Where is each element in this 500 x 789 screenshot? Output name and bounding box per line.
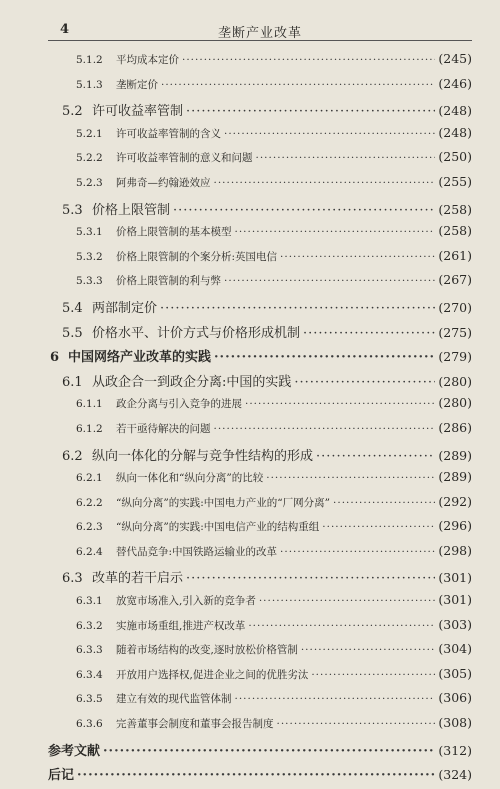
dot-leader [259,595,436,607]
toc-entry [48,715,472,740]
toc-page-number: (258) [438,201,472,217]
toc-entry [48,346,472,371]
toc-entry [48,149,472,174]
running-title: 垄断产业改革 [217,26,302,41]
toc-section-title: 价格上限管制的基本模型 [116,226,232,239]
dot-leader [235,693,436,705]
toc-entry [48,420,472,445]
toc-entry [48,764,472,789]
toc-section-title: 价格上限管制的个案分析:英国电信 [116,250,278,263]
toc-entry [48,690,472,715]
toc-section-number: 6.2.1 [76,472,103,485]
toc-section-title: 纵向一体化的分解与竞争性结构的形成 [92,448,314,464]
toc-page-number: (303) [438,616,472,632]
toc-section-number: 6.3 [62,571,83,587]
toc-section-number: 5.3.3 [76,275,103,288]
toc-entry [48,76,472,101]
toc-entry [48,51,472,76]
toc-page-number: (250) [438,149,472,165]
toc-section-number: 5.5 [62,325,83,341]
dot-leader [77,768,435,783]
toc-entry [48,469,472,494]
page-number: 4 [60,22,70,37]
toc-section-title: 价格水平、计价方式与价格形成机制 [92,325,301,341]
toc-section-title: 开放用户选择权,促进企业之间的优胜劣汰 [116,668,309,681]
toc-section-title: 中国网络产业改革的实践 [68,350,212,366]
dot-leader [311,669,435,681]
toc-entry [48,395,472,420]
toc-page-number: (258) [438,223,472,239]
dot-leader [316,449,435,464]
toc-section-number: 6.2.4 [76,545,103,558]
toc-section-number: 6.3.3 [76,644,103,657]
toc-section-number: 5.2 [62,104,83,120]
toc-page-number: (248) [438,103,472,119]
toc-entry [48,592,472,617]
toc-entry [48,125,472,150]
toc-section-title: “纵向分离”的实践:中国电信产业的结构重组 [116,521,320,534]
dot-leader [182,54,435,66]
toc-section-title: 随着市场结构的改变,逐时放松价格管制 [116,644,298,657]
toc-section-number: 6.2.2 [76,496,103,509]
toc-page-number: (280) [438,373,472,389]
toc-section-number: 5.1.3 [76,78,103,91]
dot-leader [173,203,435,218]
toc-section-title: 垄断定价 [116,78,158,91]
toc-page-number: (301) [438,570,472,586]
toc-page-number: (286) [438,419,472,435]
toc-section-number: 5.2.1 [76,127,103,140]
dot-leader [186,571,435,586]
toc-section-title: 后记 [48,768,75,784]
toc-page-number: (306) [438,690,472,706]
toc-page-number: (248) [438,124,472,140]
toc-page-number: (308) [438,715,472,731]
dot-leader [160,301,435,316]
toc-section-title: 从政企合一到政企分离:中国的实践 [92,374,292,390]
toc-page-number: (261) [438,247,472,263]
toc-section-title: 纵向一体化和“纵向分离”的比较 [116,472,264,485]
toc-entry [48,223,472,248]
toc-section-number: 5.4 [62,300,83,316]
toc-section-title: 价格上限管制 [92,202,171,218]
dot-leader [256,152,436,164]
toc-entry [48,445,472,470]
dot-leader [214,350,435,365]
toc-page-number: (304) [438,641,472,657]
toc-entry [48,322,472,347]
toc-section-number: 6.1.2 [76,422,103,435]
dot-leader [214,423,436,435]
toc-section-title: 替代品竞争:中国铁路运输业的改革 [116,545,278,558]
dot-leader [301,644,436,656]
dot-leader [280,546,435,558]
toc-entry [48,494,472,519]
dot-leader [224,275,435,287]
dot-leader [280,251,435,263]
toc-page-number: (280) [438,395,472,411]
toc-section-number: 5.3.2 [76,250,103,263]
dot-leader [245,398,435,410]
toc-page-number: (312) [438,742,472,758]
toc-section-title: 平均成本定价 [116,54,179,66]
toc-section-title: 完善董事会制度和董事会报告制度 [116,718,274,731]
dot-leader [266,472,435,484]
toc-section-number: 5.3.1 [76,226,103,239]
toc-section-title: 放宽市场准入,引入新的竞争者 [116,595,256,608]
toc-entry [48,248,472,273]
dot-leader [214,177,436,189]
toc-page-number: (289) [438,447,472,463]
dot-leader [103,744,435,759]
toc-page-number: (289) [438,469,472,485]
toc-page-number: (324) [438,767,472,783]
toc-section-title: 价格上限管制的利与弊 [116,275,221,288]
toc-section-title: 若干亟待解决的问题 [116,422,211,435]
dot-leader [248,620,435,632]
toc-section-number: 6.3.6 [76,718,103,731]
toc-section-number: 5.1.2 [76,54,103,66]
toc-section-title: 改革的若干启示 [92,571,184,587]
toc-page-number: (245) [438,51,472,66]
toc-entry [48,567,472,592]
page-header [48,20,472,41]
toc-page-number: (298) [438,542,472,558]
toc-entry [48,641,472,666]
toc-page-number: (267) [438,272,472,288]
toc-entry [48,617,472,642]
toc-page-number: (279) [438,349,472,365]
dot-leader [333,497,435,509]
toc-page-number: (255) [438,173,472,189]
toc-section-title: 建立有效的现代监管体制 [116,693,232,706]
toc-section-number: 6.3.5 [76,693,103,706]
toc-entry [48,740,472,765]
toc-section-number: 6.1.1 [76,398,103,411]
toc-section-title: 两部制定价 [92,300,158,316]
toc-page-number: (301) [438,592,472,608]
toc-section-number: 6.2.3 [76,521,103,534]
table-of-contents [48,51,472,789]
toc-entry [48,174,472,199]
toc-section-number: 6.3.4 [76,668,103,681]
toc-section-title: 参考文献 [48,743,101,759]
dot-leader [186,104,435,119]
dot-leader [161,79,435,91]
toc-section-number: 6.3.2 [76,619,103,632]
toc-page-number: (270) [438,299,472,315]
toc-entry [48,100,472,125]
toc-section-number: 6.3.1 [76,595,103,608]
toc-page-number: (292) [438,493,472,509]
toc-entry [48,272,472,297]
toc-page-number: (296) [438,518,472,534]
toc-entry [48,297,472,322]
toc-section-number: 5.2.2 [76,152,103,165]
toc-section-title: 政企分离与引入竞争的进展 [116,398,242,411]
toc-section-title: 许可收益率管制 [92,104,184,120]
dot-leader [224,128,435,140]
toc-section-title: 实施市场重组,推进产权改革 [116,619,246,632]
toc-entry [48,518,472,543]
toc-entry [48,543,472,568]
toc-page-number: (246) [438,75,472,91]
toc-section-number: 6.2 [62,448,83,464]
toc-section-title: 许可收益率管制的含义 [116,127,221,140]
toc-section-title: “纵向分离”的实践:中国电力产业的“厂网分离” [116,496,331,509]
dot-leader [294,375,435,390]
toc-section-title: 阿弗奇—约翰逊效应 [116,176,211,189]
toc-section-number: 6.1 [62,374,83,390]
toc-section-number: 5.3 [62,202,83,218]
toc-section-title: 许可收益率管制的意义和问题 [116,152,253,165]
dot-leader [322,521,435,533]
toc-entry [48,666,472,691]
dot-leader [277,718,436,730]
toc-section-number: 6 [50,350,60,366]
toc-page-number: (275) [438,324,472,340]
dot-leader [235,226,436,238]
toc-entry [48,371,472,396]
toc-section-number: 5.2.3 [76,176,103,189]
toc-entry [48,199,472,224]
dot-leader [303,326,435,341]
toc-page-number: (305) [438,665,472,681]
